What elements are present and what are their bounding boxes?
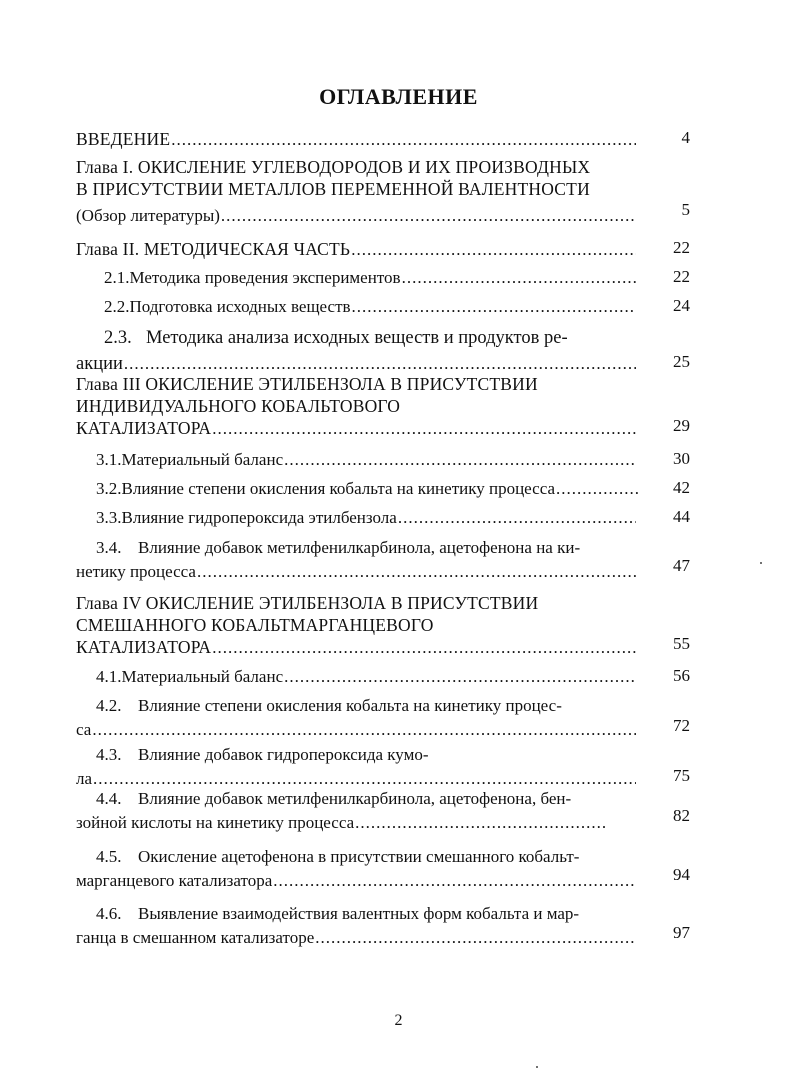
toc-entry-2-2[interactable] (104, 296, 636, 318)
toc-page-number: 56 (673, 666, 690, 685)
toc-section-number: 2.1. (104, 268, 130, 287)
toc-entry-4-5[interactable] (76, 845, 636, 893)
leader-dots (556, 478, 638, 500)
toc-entry-text: марганцевого катализатора (76, 871, 273, 890)
toc-entry-text: В ПРИСУТСТВИИ МЕТАЛЛОВ ПЕРЕМЕННОЙ ВАЛЕНТНОСТИ (76, 179, 590, 199)
toc-entry-3-4[interactable] (76, 536, 636, 584)
toc-page-number: 4 (681, 128, 690, 147)
toc-entry-text: Глава I. ОКИСЛЕНИЕ УГЛЕВОДОРОДОВ И ИХ ПРОИЗВОДНЫХ (76, 157, 591, 177)
toc-page-number: 30 (673, 449, 690, 468)
toc-entry-text: Окисление ацетофенона в присутствии смешанного кобальт- (138, 847, 580, 866)
toc-entry-chapter-3[interactable] (76, 373, 636, 440)
toc-entry-text: Влияние добавок метилфенилкарбинола, ацетофенона на ки- (138, 538, 581, 557)
toc-section-number: 4.6. (96, 904, 122, 923)
toc-page-number: 25 (673, 352, 690, 371)
leader-dots (398, 507, 636, 529)
toc-section-number: 4.3. (96, 745, 122, 764)
toc-entry-text: Глава IV ОКИСЛЕНИЕ ЭТИЛБЕНЗОЛА В ПРИСУТСТВИИ (76, 593, 539, 613)
leader-dots (284, 449, 636, 471)
toc-entry-text: Влияние добавок гидропероксида кумо- (138, 745, 429, 764)
toc-page-number: 97 (673, 923, 690, 942)
toc-entry-text: Глава III ОКИСЛЕНИЕ ЭТИЛБЕНЗОЛА В ПРИСУТСТВИИ (76, 374, 538, 394)
toc-page-number: 24 (673, 296, 690, 315)
toc-page-number: 22 (673, 267, 690, 286)
toc-page-number: 22 (673, 238, 690, 257)
toc-entry-chapter-4[interactable] (76, 592, 636, 659)
toc-entry-text: КАТАЛИЗАТОРА (76, 637, 212, 657)
scan-speck (536, 1066, 538, 1068)
leader-dots (212, 418, 636, 440)
leader-dots (221, 205, 636, 227)
toc-page-number: 75 (673, 766, 690, 785)
toc-entry-text: Методика анализа исходных веществ и продуктов ре- (146, 328, 568, 348)
page-title: ОГЛАВЛЕНИЕ (319, 84, 478, 109)
toc-section-number: 4.4. (96, 789, 122, 808)
leader-dots (315, 926, 636, 950)
toc-entry-text: ла (76, 769, 93, 788)
toc-entry-text: Влияние гидропероксида этилбензола (121, 508, 397, 527)
leader-dots (352, 296, 636, 318)
toc-entry-chapter-1[interactable] (76, 156, 636, 227)
toc-section-number: 2.3. (104, 328, 132, 348)
toc-entry-text: са (76, 720, 92, 739)
toc-entry-4-3[interactable] (76, 743, 636, 791)
page-number: 2 (394, 1012, 403, 1029)
toc-entry-text: ВВЕДЕНИЕ (76, 129, 171, 149)
toc-section-number: 4.1. (96, 667, 122, 686)
leader-dots (402, 267, 636, 289)
toc-page-number: 82 (673, 806, 690, 825)
scan-speck (760, 562, 762, 564)
toc-entry-text: Выявление взаимодействия валентных форм кобальта и мар- (138, 904, 580, 923)
toc-entry-introduction[interactable] (76, 128, 636, 151)
toc-entry-chapter-2[interactable] (76, 238, 636, 261)
leader-dots (197, 560, 636, 584)
toc-entry-text: Материальный баланс (121, 450, 284, 469)
toc-entry-text: ИНДИВИДУАЛЬНОГО КОБАЛЬТОВОГО (76, 396, 401, 416)
toc-entry-text: ганца в смешанном катализаторе (76, 928, 315, 947)
toc-entry-text: акции (76, 354, 123, 374)
toc-entry-text: Влияние степени окисления кобальта на кинетику процесса (121, 479, 555, 498)
toc-entry-2-1[interactable] (104, 267, 636, 289)
leader-dots (284, 666, 636, 688)
toc-section-number: 3.4. (96, 538, 122, 557)
toc-entry-4-2[interactable] (76, 694, 636, 742)
toc-entry-text: Влияние добавок метилфенилкарбинола, ацетофенона, бен- (138, 789, 572, 808)
toc-page-number: 94 (673, 865, 690, 884)
toc-section-number: 3.2. (96, 479, 122, 498)
toc-entry-text: Методика проведения экспериментов (129, 268, 401, 287)
toc-entry-text: Подготовка исходных веществ (129, 297, 351, 316)
toc-section-number: 4.5. (96, 847, 122, 866)
toc-entry-text: нетику процесса (76, 562, 196, 581)
leader-dots (355, 811, 606, 835)
toc-entry-text: СМЕШАННОГО КОБАЛЬТМАРГАНЦЕВОГО (76, 615, 434, 635)
leader-dots (351, 239, 636, 261)
leader-dots (171, 129, 636, 151)
leader-dots (273, 869, 636, 893)
toc-entry-3-2[interactable] (96, 478, 638, 500)
toc-entry-4-4[interactable] (76, 787, 636, 835)
toc-entry-text: (Обзор литературы) (76, 206, 220, 225)
toc-page-number: 29 (673, 416, 690, 435)
toc-entry-4-6[interactable] (76, 902, 636, 950)
toc-entry-text: Материальный баланс (121, 667, 284, 686)
toc-entry-2-3[interactable] (76, 325, 636, 377)
toc-entry-text: КАТАЛИЗАТОРА (76, 418, 212, 438)
toc-page-number: 72 (673, 716, 690, 735)
toc-section-number: 3.1. (96, 450, 122, 469)
toc-page-number: 42 (673, 478, 690, 497)
toc-entry-3-3[interactable] (96, 507, 636, 529)
toc-page-number: 47 (673, 556, 690, 575)
toc-entry-4-1[interactable] (96, 666, 636, 688)
toc-entry-text: Влияние степени окисления кобальта на кинетику процес- (138, 696, 562, 715)
toc-page-number: 5 (681, 200, 690, 219)
toc-section-number: 3.3. (96, 508, 122, 527)
toc-entry-text: Глава II. МЕТОДИЧЕСКАЯ ЧАСТЬ (76, 239, 351, 259)
toc-section-number: 2.2. (104, 297, 130, 316)
toc-section-number: 4.2. (96, 696, 122, 715)
leader-dots (92, 718, 636, 742)
toc-page-number: 44 (673, 507, 690, 526)
toc-page-number: 55 (673, 634, 690, 653)
leader-dots (212, 637, 636, 659)
toc-entry-text: зойной кислоты на кинетику процесса (76, 813, 355, 832)
toc-entry-3-1[interactable] (96, 449, 636, 471)
